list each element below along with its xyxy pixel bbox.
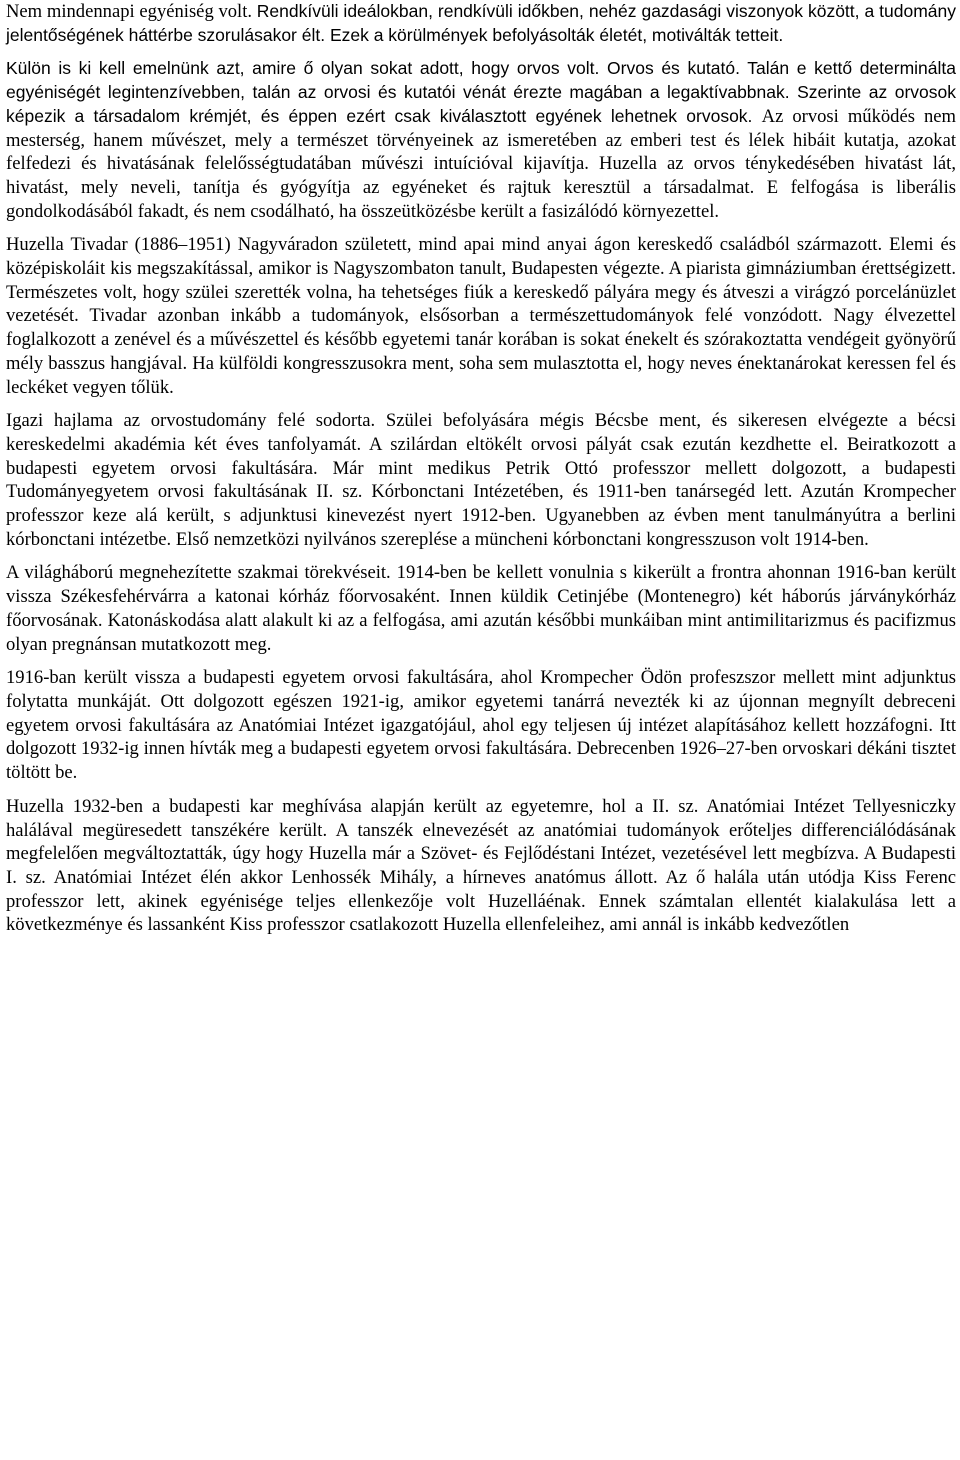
paragraph-1-segment-1: Nem mindennapi egyéniség volt. <box>6 1 257 22</box>
paragraph-2-segment-1: Külön is ki kell emelnünk azt, amire ő olyan sokat adott, hogy orvos volt. Orvos és kutató. Talán e kettő determinálta egyéniségét legintenzívebben, talán az orvosi és kutatói vénát érezte magában a legaktívabbnak. Szerinte az orvosok képezik a társadalom krémjét, és éppen ezért csak kiválasztott egyének lehetnek orvosok. <box>6 58 956 126</box>
paragraph-2-segment-2: Az orvosi működés nem mesterség, hanem művészet, mely a természet törvényeinek az ismeretében az emberi test és lélek hibáit kutatja, azokat felfedezi és hivatásának felelősségtudatában művészi intuícióval kijavítja. Huzella az orvos ténykedésében hivatást lát, hivatást, mely neveli, tanítja és gyógyítja az egyéneket és rajtuk keresztül a társadalmat. E felfogása is liberális gondolkodásából fakadt, és nem csodálható, ha összeütközésbe került a fasizálódó környezettel. <box>6 105 956 222</box>
paragraph-2 <box>6 57 956 223</box>
paragraph-3: Huzella Tivadar (1886–1951) Nagyváradon született, mind apai mind anyai ágon kereskedő családból származott. Elemi és középiskoláit kis megszakítással, amikor is Nagyszombaton tanult, Budapesten végezte. A piarista gimnáziumban érettségizett. Természetes volt, hogy szülei szerették volna, ha tehetséges fiúk a kereskedő pályára megy és átveszi a virágzó porcelánüzlet vezetését. Tivadar azonban inkább a tudományok, elsősorban a természettudományok felé vonzódott. Nagy élvezettel foglalkozott a zenével és a művészettel és később egyetemi tanár korában is sokat énekelt és szórakoztatta vendégeit gyönyörű mély basszus hangjával. Ha külföldi kongresszusokra ment, soha sem mulasztotta el, hogy neves énektanárokat keressen fel és leckéket vegyen tőlük. <box>6 234 956 398</box>
paragraph-1 <box>6 0 956 47</box>
paragraph-5: A világháború megnehezítette szakmai törekvéseit. 1914-ben be kellett vonulnia s kikerült a frontra ahonnan 1916-ban került vissza Székesfehérvárra a katonai kórház főorvosaként. Innen küldik Cetinjébe (Montenegro) két háborús járványkórház főorvosának. Katonáskodása alatt alakult ki az a felfogása, ami azután későbbi munkáiban mint antimilitarizmus és pacifizmus olyan pregnánsan mutatkozott meg. <box>6 562 956 655</box>
paragraph-7: Huzella 1932-ben a budapesti kar meghívása alapján került az egyetemre, hol a II. sz. Anatómiai Intézet Tellyesniczky halálával megüresedett tanszékére került. A tanszék elnevezését az anatómiai tudományok erőteljes differenciálódásának megfelelően megváltoztatták, úgy hogy Huzella már a Szövet- és Fejlődéstani Intézet, vezetésével lett megbízva. A Budapesti I. sz. Anatómiai Intézet élén akkor Lenhossék Mihály, a hírneves anatómus állott. Az ő halála után utódja Kiss Ferenc professzor lett, akinek egyénisége teljes ellenkezője volt Huzelláénak. Ennek számtalan ellentét kialakulása lett a következménye és lassanként Kiss professzor csatlakozott Huzella ellenfeleihez, ami annál is inkább kedvezőtlen <box>6 795 956 936</box>
paragraph-1-segment-2: Rendkívüli ideálokban, rendkívüli időkben, nehéz gazdasági viszonyok között, a tudomány jelentőségének háttérbe szorulásakor élt. Ezek a körülmények befolyásolták életét, motiválták tetteit. <box>6 1 956 45</box>
paragraph-4: Igazi hajlama az orvostudomány felé sodorta. Szülei befolyására mégis Bécsbe ment, és sikeresen elvégezte a bécsi kereskedelmi akadémia két éves tanfolyamát. A szilárdan eltökélt orvosi pályát csak ezután kezdhette el. Beiratkozott a budapesti egyetem orvosi fakultására. Már mint medikus Petrik Ottó professzor mellett dolgozott, a budapesti Tudományegyetem orvosi fakultásának II. sz. Kórbonctani Intézetében, és 1911-ben tanársegéd lett. Azután Krompecher professzor keze alá került, s adjunktusi kinevezést nyert 1912-ben. Ugyanebben az évben ment tanulmányútra a berlini kórbonctani intézetbe. Első nemzetközi nyilvános szereplése a müncheni kórbonctani kongresszuson volt 1914-ben. <box>6 410 956 550</box>
paragraph-6: 1916-ban került vissza a budapesti egyetem orvosi fakultására, ahol Krompecher Ödön profeszszor mellett mint adjunktus folytatta munkáját. Ott dolgozott egészen 1921-ig, amikor egyetemi tanárrá nevezték ki az újonnan megnyílt debreceni egyetem orvosi fakultására az Anatómiai Intézet igazgatójául, ahol egy teljesen új intézet alapításához kellett hozzáfogni. Itt dolgozott 1932-ig innen hívták meg a budapesti egyetem orvosi fakultására. Debrecenben 1926–27-ben orvoskari dékáni tisztet töltött be. <box>6 667 956 784</box>
